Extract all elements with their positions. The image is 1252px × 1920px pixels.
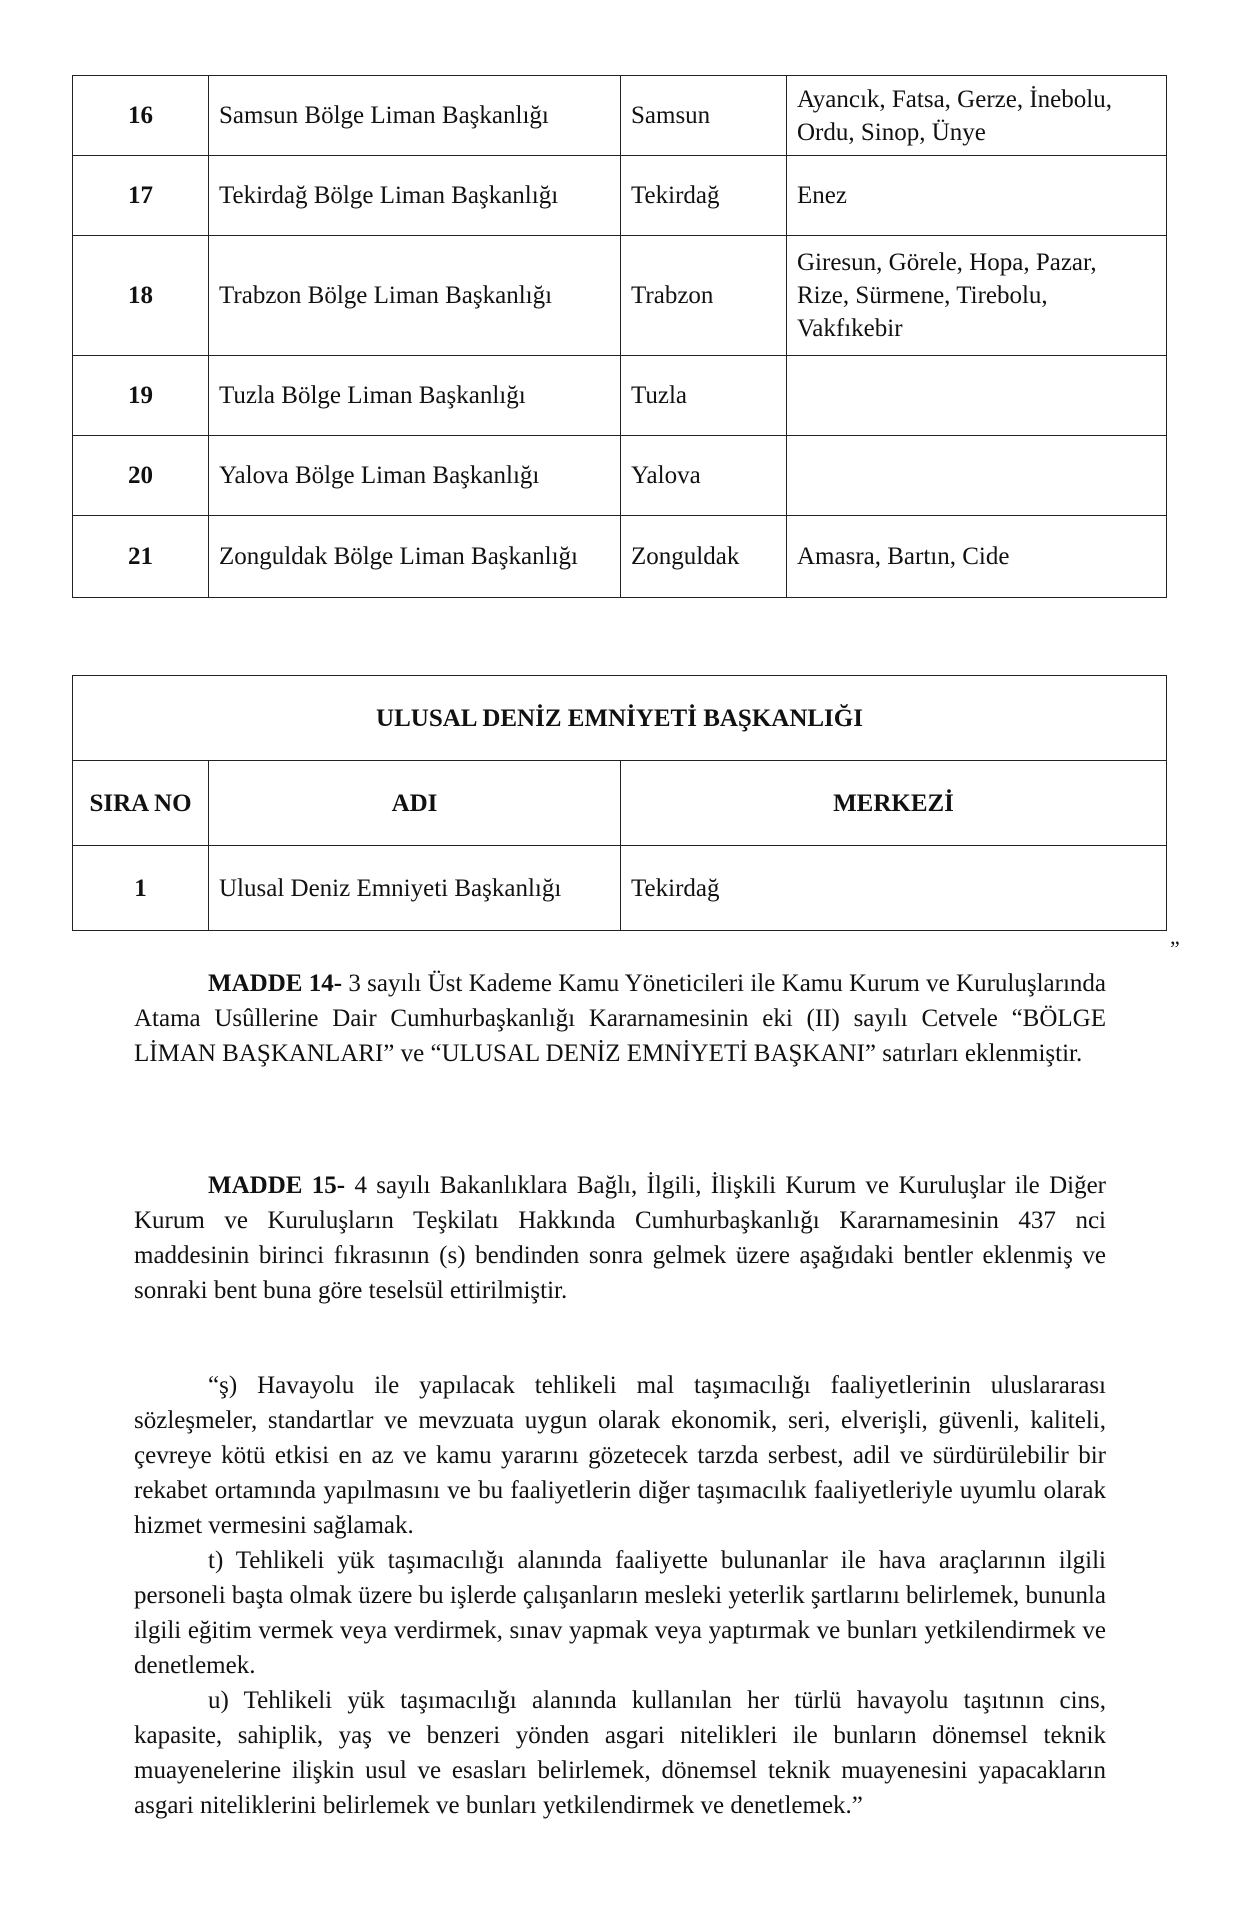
authority-name: Trabzon Bölge Liman Başkanlığı — [209, 236, 621, 356]
added-clauses — [134, 1368, 1106, 1823]
table-header-row — [73, 761, 1167, 846]
ports-line: Ordu, Sinop, Ünye — [797, 118, 986, 146]
table-row — [73, 846, 1167, 931]
row-number: 16 — [73, 76, 209, 156]
madde-14-text: 3 sayılı Üst Kademe Kamu Yöneticileri ile Kamu Kurum ve Kuruluşlarında Atama Usûllerine Dair Cumhurbaşkanlığı Kararnamesinin eki (II) sayılı Cetvele “BÖLGE LİMAN BAŞKANLARI” ve “ULUSAL DENİZ EMNİYETİ BAŞKANI” satırları eklenmiştir. — [134, 970, 1106, 1067]
table-row — [73, 236, 1167, 356]
ports-line: Ayancık, Fatsa, Gerze, İnebolu, — [797, 85, 1112, 113]
ports-line: Rize, Sürmene, Tirebolu, — [797, 282, 1048, 309]
authority-center: Zonguldak — [621, 516, 787, 598]
header-merkezi: MERKEZİ — [621, 761, 1167, 846]
authority-name: Samsun Bölge Liman Başkanlığı — [209, 76, 621, 156]
clause-t: t) Tehlikeli yük taşımacılığı alanında faaliyette bulunanlar ile hava araçlarının ilgili personeli başta olmak üzere bu işlerde çalışanların mesleki yeterlik şartlarını belirlemek, bununla ilgili eğitim vermek veya verdirmek, sınav yapmak veya yaptırmak ve bunları yetkilendirmek ve denetlemek. — [134, 1547, 1106, 1679]
authority-ports — [787, 236, 1167, 356]
madde-15-label: MADDE 15- — [208, 1172, 346, 1199]
row-number: 17 — [73, 156, 209, 236]
maritime-safety-table — [72, 675, 1167, 931]
madde-15-paragraph — [134, 1168, 1106, 1308]
table-title-row — [73, 676, 1167, 761]
row-number: 21 — [73, 516, 209, 598]
ports-line: Giresun, Görele, Hopa, Pazar, — [797, 249, 1097, 276]
madde-14-paragraph — [134, 966, 1106, 1071]
table-row — [73, 356, 1167, 436]
authority-name: Tekirdağ Bölge Liman Başkanlığı — [209, 156, 621, 236]
header-sira-no: SIRA NO — [73, 761, 209, 846]
authority-ports — [787, 76, 1167, 156]
table-title: ULUSAL DENİZ EMNİYETİ BAŞKANLIĞI — [73, 676, 1167, 761]
port-authorities-table — [72, 75, 1167, 598]
madde-15-text: 4 sayılı Bakanlıklara Bağlı, İlgili, İlişkili Kurum ve Kuruluşlar ile Diğer Kurum ve Kuruluşların Teşkilatı Hakkında Cumhurbaşkanlığı Kararnamesinin 437 nci maddesinin birinci fıkrasının (s) bendinden sonra gelmek üzere aşağıdaki bentler eklenmiş ve sonraki bent buna göre teselsül ettirilmiştir. — [134, 1172, 1106, 1304]
authority-center: Tekirdağ — [621, 846, 1167, 931]
authority-center: Trabzon — [621, 236, 787, 356]
authority-ports — [787, 156, 1167, 236]
table-row — [73, 156, 1167, 236]
row-number: 1 — [73, 846, 209, 931]
authority-ports — [787, 436, 1167, 516]
table-row — [73, 436, 1167, 516]
authority-center: Tuzla — [621, 356, 787, 436]
table-row — [73, 516, 1167, 598]
authority-center: Tekirdağ — [621, 156, 787, 236]
authority-name: Ulusal Deniz Emniyeti Başkanlığı — [209, 846, 621, 931]
table-row — [73, 76, 1167, 156]
row-number: 19 — [73, 356, 209, 436]
authority-name: Yalova Bölge Liman Başkanlığı — [209, 436, 621, 516]
ports-line: Amasra, Bartın, Cide — [797, 543, 1010, 570]
authority-ports — [787, 516, 1167, 598]
row-number: 18 — [73, 236, 209, 356]
madde-14-label: MADDE 14- — [208, 970, 343, 997]
authority-name: Zonguldak Bölge Liman Başkanlığı — [209, 516, 621, 598]
clause-s: “ş) Havayolu ile yapılacak tehlikeli mal taşımacılığı faaliyetlerinin uluslararası sözleşmeler, standartlar ve mevzuata uygun olarak ekonomik, seri, elverişli, güvenli, kaliteli, çevreye kötü etkisi en az ve kamu yararını gözetecek tarzda serbest, adil ve sürdürülebilir bir rekabet ortamında yapılmasını ve bu faaliyetlerin diğer taşımacılık faaliyetleriyle uyumlu olarak hizmet vermesini sağlamak. — [134, 1372, 1106, 1539]
ports-line: Enez — [797, 182, 847, 209]
clause-u: u) Tehlikeli yük taşımacılığı alanında kullanılan her türlü havayolu taşıtının cins, kapasite, sahiplik, yaş ve benzeri yönden asgari nitelikleri ile bunların dönemsel teknik muayenelerine ilişkin usul ve esasları belirlemek, dönemsel teknik muayenesini yapacakların asgari niteliklerini belirlemek ve bunları yetkilendirmek ve denetlemek.” — [134, 1687, 1106, 1819]
authority-name: Tuzla Bölge Liman Başkanlığı — [209, 356, 621, 436]
authority-ports — [787, 356, 1167, 436]
closing-quote-mark: ” — [1170, 936, 1180, 961]
header-adi: ADI — [209, 761, 621, 846]
authority-center: Samsun — [621, 76, 787, 156]
authority-center: Yalova — [621, 436, 787, 516]
row-number: 20 — [73, 436, 209, 516]
ports-line: Vakfıkebir — [797, 315, 903, 342]
